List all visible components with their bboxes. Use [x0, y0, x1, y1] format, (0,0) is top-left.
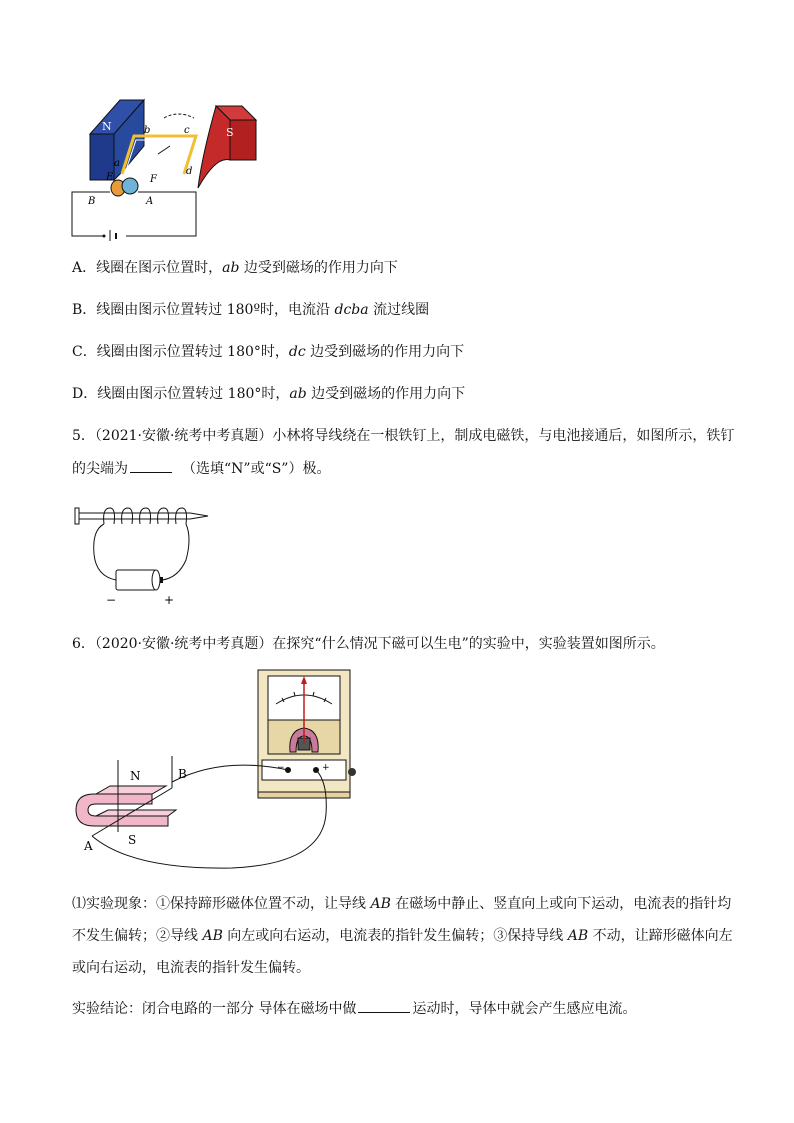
- brush-label-f: F: [150, 174, 157, 185]
- coil-label-b: b: [144, 125, 151, 136]
- induction-figure: [72, 664, 372, 870]
- q6-conclusion: 实验结论：闭合电路的一部分 导体在磁场中做 运动时，导体中就会产生感应电流。: [72, 998, 636, 1019]
- meter-minus-label: −: [277, 763, 285, 773]
- pole-s-label: S: [128, 833, 137, 847]
- coil-label-d: d: [186, 166, 193, 177]
- coil-label-a: a: [114, 158, 120, 169]
- magnet-n-label: N: [102, 120, 112, 133]
- terminal-label-b: B: [88, 196, 96, 207]
- option-d: D．线圈由图示位置转过 180°时，ab 边受到磁场的作用力向下: [72, 386, 466, 402]
- wire-end-a-label: A: [84, 839, 93, 853]
- battery-minus-label: −: [106, 593, 117, 607]
- pole-n-label: N: [130, 769, 141, 783]
- electromagnet-figure: [72, 504, 214, 608]
- q5-answer-blank[interactable]: [130, 458, 172, 473]
- wire-end-b-label: B: [178, 767, 187, 781]
- q6-phenomenon-line3: 或向右运动，电流表的指针发生偏转。: [72, 960, 310, 976]
- option-c: C．线圈由图示位置转过 180°时，dc 边受到磁场的作用力向下: [72, 344, 465, 360]
- battery-plus-label: +: [164, 593, 175, 607]
- q5-stem-line2: 的尖端为 （选填“N”或“S”）极。: [72, 458, 330, 479]
- option-a: A．线圈在图示位置时，ab 边受到磁场的作用力向下: [72, 260, 398, 276]
- q6-phenomenon-line2: 不发生偏转；②导线 AB 向左或向右运动，电流表的指针发生偏转；③保持导线 AB 不动，让蹄形磁体向左: [72, 928, 733, 944]
- q5-stem-line1: 5．（2021·安徽·统考中考真题）小林将导线绕在一根铁钉上，制成电磁铁，与电池接通后，如图所示，铁钉: [72, 428, 735, 444]
- q6-phenomenon-line1: ⑴实验现象：①保持蹄形磁体位置不动，让导线 AB 在磁场中静止、竖直向上或向下运动，电流表的指针均: [72, 896, 732, 912]
- meter-plus-label: +: [322, 763, 330, 773]
- magnet-s-label: S: [226, 126, 234, 139]
- coil-label-c: c: [184, 125, 190, 136]
- q6-stem: 6．（2020·安徽·统考中考真题）在探究“什么情况下磁可以生电”的实验中，实验装置如图所示。: [72, 636, 665, 652]
- motor-figure: [66, 96, 266, 241]
- terminal-label-a: A: [146, 196, 154, 207]
- option-b: B．线圈由图示位置转过 180º时，电流沿 dcba 流过线圈: [72, 302, 430, 318]
- q6-answer-blank[interactable]: [358, 998, 410, 1013]
- brush-label-e: E: [106, 172, 114, 183]
